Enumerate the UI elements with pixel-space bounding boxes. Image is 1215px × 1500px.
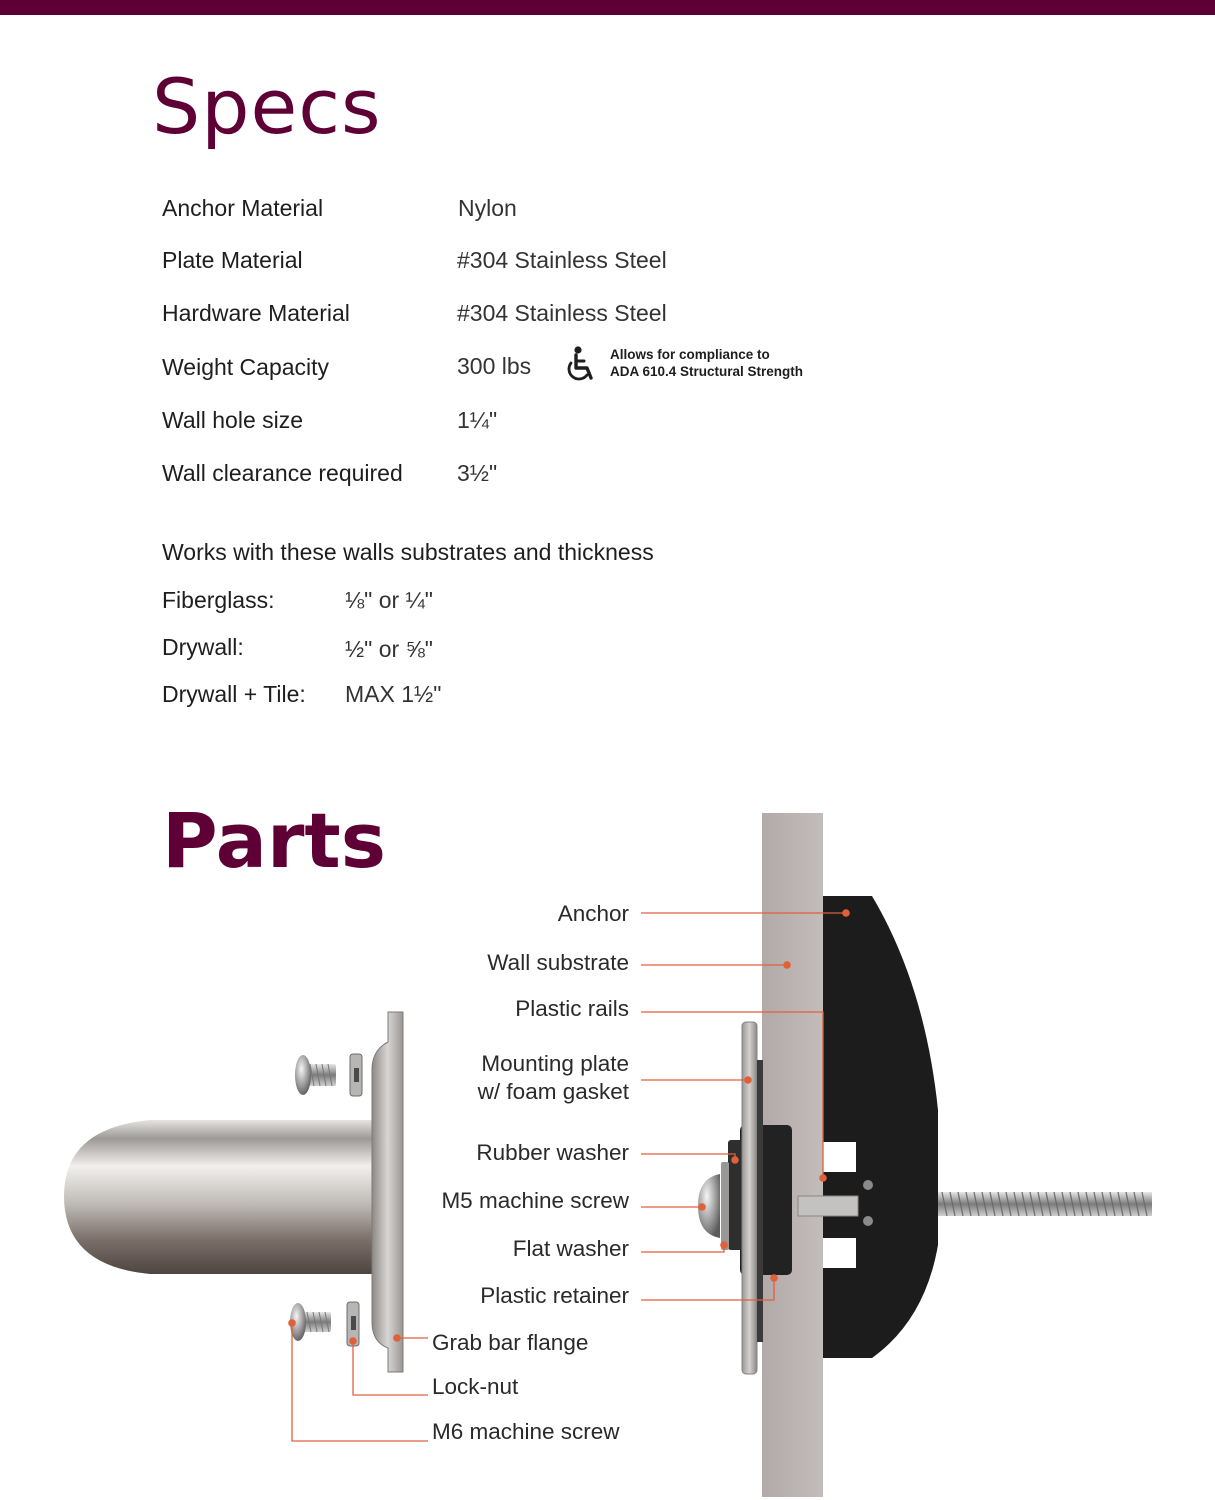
part-label-wall-substrate: Wall substrate <box>487 950 629 975</box>
spec-label-plate-material: Plate Material <box>162 247 303 273</box>
spec-label-wall-clearance: Wall clearance required <box>162 460 403 486</box>
part-label-plastic-retainer: Plastic retainer <box>480 1283 629 1308</box>
spec-value-hardware-material: #304 Stainless Steel <box>457 300 667 326</box>
part-label-m6-machine-screw: M6 machine screw <box>432 1419 620 1444</box>
spec-value-weight-capacity: 300 lbs <box>457 353 532 379</box>
part-label-anchor: Anchor <box>557 901 629 926</box>
specs-title: Specs <box>152 62 382 151</box>
spec-value-wall-clearance: 3½" <box>457 460 498 486</box>
wall-label-drywall: Drywall: <box>162 634 244 660</box>
spec-value-wall-hole-size: 1¼" <box>457 407 498 433</box>
part-label-plastic-rails: Plastic rails <box>515 996 629 1021</box>
ada-note-line1: Allows for compliance to <box>610 347 770 362</box>
wall-value-fiberglass: ⅛" or ¼" <box>345 587 433 613</box>
part-label-mounting-plate: Mounting plate <box>481 1051 629 1076</box>
mounting-plate <box>742 1022 757 1374</box>
wall-value-drywall-tile: MAX 1½" <box>345 681 442 707</box>
spec-label-anchor-material: Anchor Material <box>162 195 324 221</box>
part-label-foam-gasket: w/ foam gasket <box>477 1079 629 1104</box>
spec-label-wall-hole-size: Wall hole size <box>162 407 304 433</box>
flat-washer <box>721 1162 729 1250</box>
spec-value-plate-material: #304 Stainless Steel <box>457 247 667 273</box>
spec-value-anchor-material: Nylon <box>458 195 517 221</box>
grab-bar-tube <box>64 1120 390 1274</box>
grab-bar-flange <box>372 1012 403 1372</box>
anchor <box>823 896 938 1358</box>
ada-note-line2: ADA 610.4 Structural Strength <box>610 364 804 379</box>
lock-nut-top <box>350 1054 362 1096</box>
part-label-rubber-washer: Rubber washer <box>476 1140 629 1165</box>
spec-label-hardware-material: Hardware Material <box>162 300 350 326</box>
part-label-lock-nut: Lock-nut <box>432 1374 519 1399</box>
m6-screw-top <box>295 1055 336 1095</box>
m6-screw-bottom <box>290 1303 331 1341</box>
wall-label-fiberglass: Fiberglass: <box>162 587 275 613</box>
parts-title: Parts <box>162 796 386 885</box>
part-label-flat-washer: Flat washer <box>512 1236 629 1261</box>
spec-label-weight-capacity: Weight Capacity <box>162 354 330 380</box>
wall-label-drywall-tile: Drywall + Tile: <box>162 681 306 707</box>
part-label-m5-machine-screw: M5 machine screw <box>441 1188 629 1213</box>
part-label-grab-bar-flange: Grab bar flange <box>432 1330 589 1355</box>
wall-value-drywall: ½" or ⅝" <box>345 636 433 662</box>
walls-heading: Works with these walls substrates and thickness <box>162 539 654 565</box>
